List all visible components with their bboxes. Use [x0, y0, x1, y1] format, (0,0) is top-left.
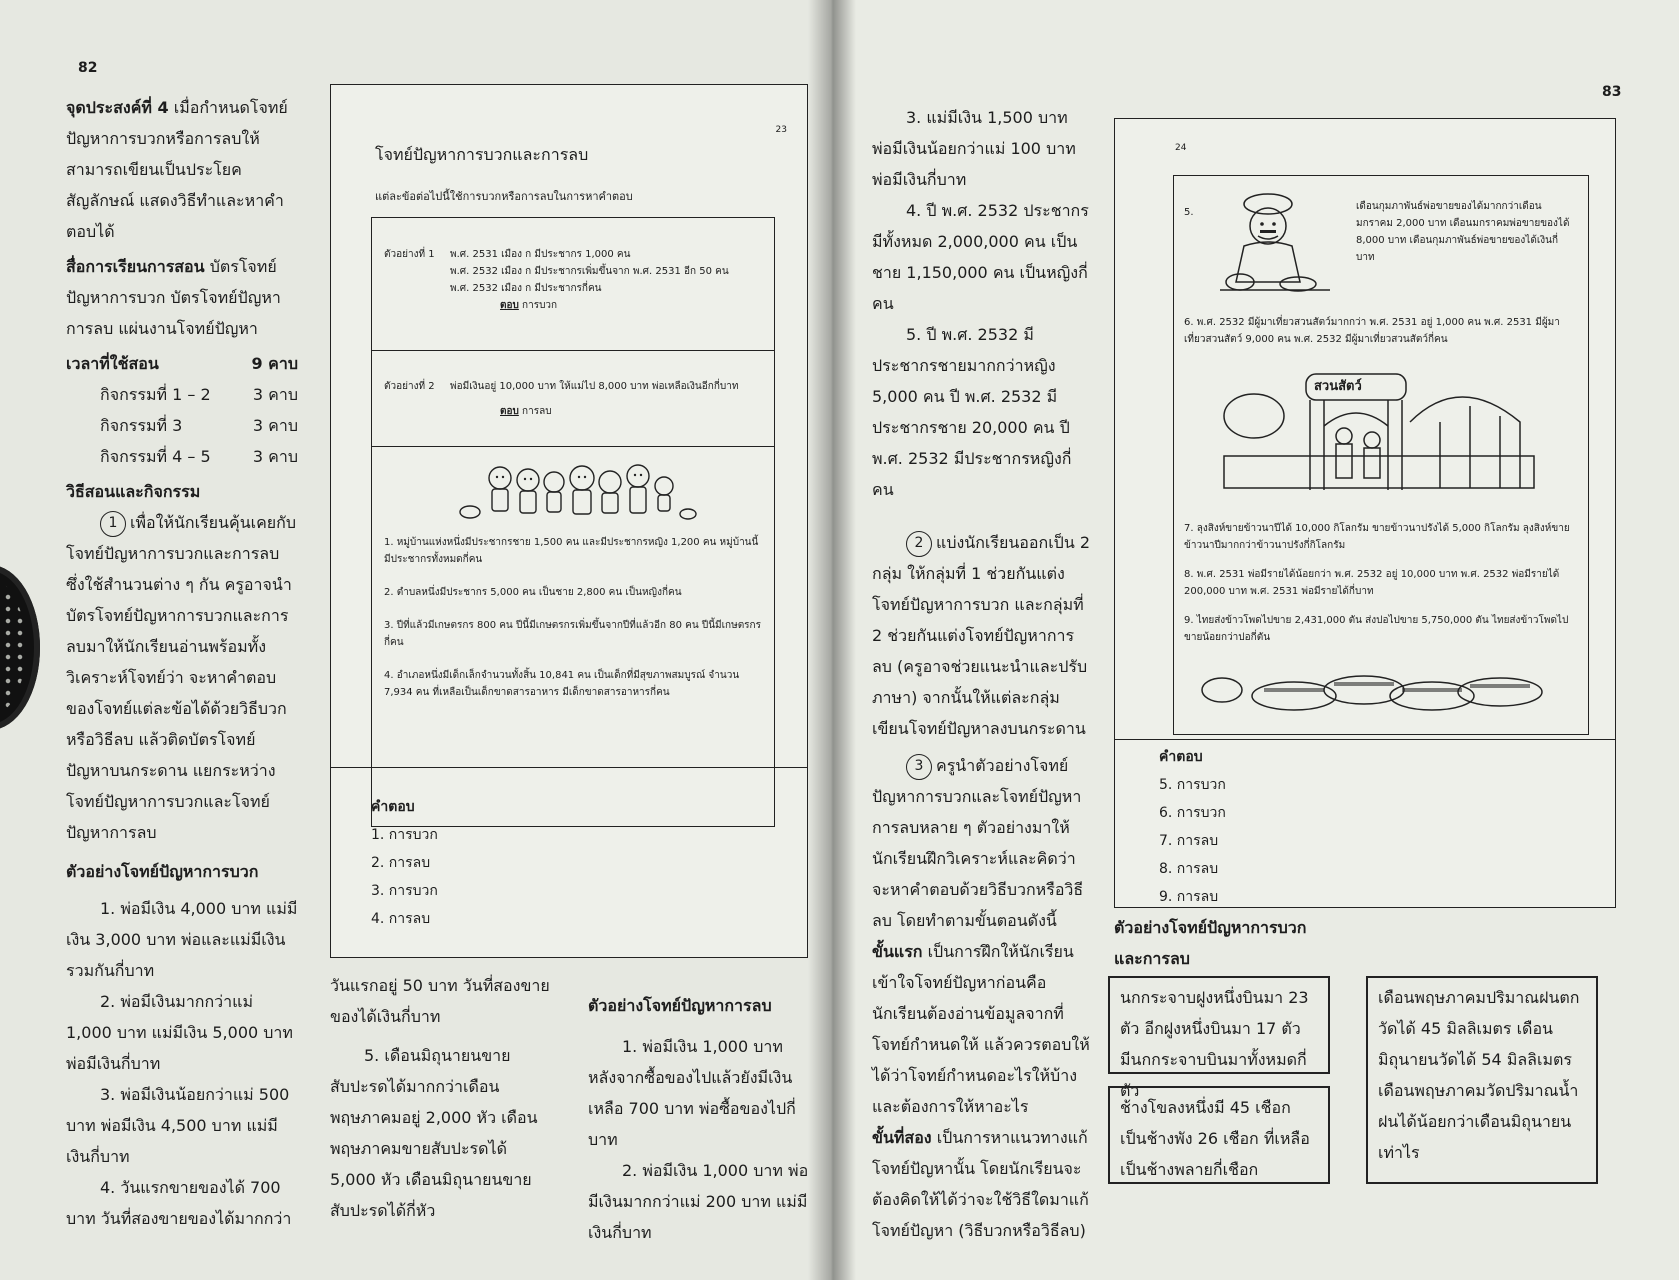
problem-8: 8. พ.ศ. 2531 พ่อมีรายได้น้อยกว่า พ.ศ. 2532 อยู่ 10,000 บาท พ.ศ. 2532 พ่อมีรายได้ 200,000 บาท พ.ศ. 2531 พ่อมีรายได้กี่บาท — [1184, 569, 1560, 597]
page-number-left: 82 — [78, 60, 98, 76]
time-total: 9 คาบ — [251, 354, 298, 373]
vendor-illustration — [1210, 190, 1340, 300]
worksheet-answers — [1159, 743, 1226, 911]
time-row — [66, 348, 298, 379]
step-number-circle: 1 — [100, 511, 126, 537]
problem-9: 9. ไทยส่งข้าวโพดไปขาย 2,431,000 ตัน ส่งปอไปขาย 5,750,000 ตัน ไทยส่งข้าวโพดไปขายน้อยกว่าปอกี่ตัน — [1184, 615, 1569, 643]
left-page — [0, 0, 832, 1280]
problem-item: 4. ปี พ.ศ. 2532 ประชากรมีทั้งหมด 2,000,000 คน เป็นชาย 1,150,000 คน เป็นหญิงกี่คน — [872, 201, 1089, 313]
example-1-label: ตัวอย่างที่ 1 — [384, 249, 435, 260]
activity-row — [66, 410, 298, 441]
answer-label: ตอบ — [500, 406, 519, 417]
worksheet-title: โจทย์ปัญหาการบวกและการลบ — [375, 145, 589, 164]
corn-illustration — [1194, 660, 1564, 722]
method-heading: วิธีสอนและกิจกรรม — [66, 482, 201, 501]
first-stage-text: เป็นการฝึกให้นักเรียนเข้าใจโจทย์ปัญหาก่อนคือ นักเรียนต้องอ่านข้อมูลจากที่โจทย์กำหนดให้ แล้วควรตอบให้ได้ว่าโจทย์กำหนดอะไรให้บ้าง และต้องการให้หาอะไร — [872, 942, 1090, 1116]
second-stage-label: ขั้นที่สอง — [872, 1128, 932, 1147]
subtraction-example: 2. พ่อมีเงิน 1,000 บาท พ่อมีเงินมากกว่าแม่ 200 บาท แม่มีเงินกี่บาท — [588, 1161, 809, 1242]
worksheet-answers — [371, 793, 438, 933]
step-3 — [872, 750, 1090, 936]
example-2 — [450, 378, 768, 420]
examples-heading — [1114, 912, 1374, 974]
step-number-circle: 2 — [906, 531, 932, 557]
worksheet-inner-box — [1173, 175, 1589, 735]
answer-item: 6. การบวก — [1159, 805, 1226, 821]
example-line: พ.ศ. 2532 เมือง ก มีประชากรกี่คน — [450, 283, 602, 294]
addition-example: 2. พ่อมีเงินมากกว่าแม่ 1,000 บาท แม่มีเงิน 5,000 บาท พ่อมีเงินกี่บาท — [66, 992, 293, 1073]
examples-heading-line: ตัวอย่างโจทย์ปัญหาการบวก — [1114, 918, 1307, 937]
objective-label: จุดประสงค์ที่ 4 — [66, 98, 169, 117]
answer-value: การลบ — [522, 406, 552, 417]
middle-column — [330, 970, 552, 1226]
worksheet-24 — [1114, 118, 1616, 908]
zoo-illustration — [1214, 366, 1544, 496]
activity-label: กิจกรรมที่ 3 — [100, 416, 183, 435]
time-label: เวลาที่ใช้สอน — [66, 354, 159, 373]
answer-item: 2. การลบ — [371, 855, 431, 871]
answers-label: คำตอบ — [1159, 749, 1203, 765]
problem-item: 2. ตำบลหนึ่งมีประชากร 5,000 คน เป็นชาย 2,800 คน เป็นหญิงกี่คน — [384, 587, 682, 598]
activity-row — [66, 441, 298, 472]
text-column — [872, 102, 1090, 1246]
problem-6: 6. พ.ศ. 2532 มีผู้มาเที่ยวสวนสัตว์มากกว่า พ.ศ. 2531 อยู่ 1,000 คน พ.ศ. 2531 มีผู้มาเที่ยวสวนสัตว์ 9,000 คน พ.ศ. 2532 มีผู้มาเที่ยวสวนสัตว์กี่คน — [1184, 317, 1560, 345]
answer-item: 8. การลบ — [1159, 861, 1219, 877]
problem-list — [384, 534, 764, 701]
activity-value: 3 คาบ — [252, 416, 298, 435]
step-1 — [66, 507, 298, 848]
divider — [372, 446, 774, 447]
divider — [372, 350, 774, 351]
book-gutter — [808, 0, 856, 1280]
addition-example: 1. พ่อมีเงิน 4,000 บาท แม่มีเงิน 3,000 บาท พ่อและแม่มีเงินรวมกันกี่บาท — [66, 899, 298, 980]
answer-item: 5. การบวก — [1159, 777, 1226, 793]
worksheet-page-number: 24 — [1175, 143, 1187, 153]
step-2 — [872, 527, 1090, 744]
example-line: พ.ศ. 2532 เมือง ก มีประชากรเพิ่มขึ้นจาก พ.ศ. 2531 อีก 50 คน — [450, 266, 729, 277]
media — [66, 251, 298, 344]
objective — [66, 92, 298, 247]
example-line: พ.ศ. 2531 เมือง ก มีประชากร 1,000 คน — [450, 249, 631, 260]
answer-item: 9. การลบ — [1159, 889, 1219, 905]
answer-item: 7. การลบ — [1159, 833, 1219, 849]
answer-value: การบวก — [522, 300, 558, 311]
example-2-label: ตัวอย่างที่ 2 — [384, 381, 435, 392]
addition-heading: ตัวอย่างโจทย์ปัญหาการบวก — [66, 862, 259, 881]
problem-number: 5. — [1184, 207, 1194, 218]
objective-text: เมื่อกำหนดโจทย์ปัญหาการบวกหรือการลบให้สามารถเขียนเป็นประโยคสัญลักษณ์ แสดงวิธีทำและหาคำตอบได้ — [66, 98, 288, 241]
activity-label: กิจกรรมที่ 1 – 2 — [100, 385, 211, 404]
problem-card: ช้างโขลงหนึ่งมี 45 เชือก เป็นช้างพัง 26 เชือก ที่เหลือเป็นช้างพลายกี่เชือก — [1108, 1086, 1330, 1184]
media-label: สื่อการเรียนการสอน — [66, 257, 205, 276]
step-1-text: เพื่อให้นักเรียนคุ้นเคยกับโจทย์ปัญหาการบวกและการลบ ซึ่งใช้สำนวนต่าง ๆ กัน ครูอาจนำบัตรโจทย์ปัญหาการบวกและการลบมาให้นักเรียนอ่านพร้อมทั้งวิเคราะห์โจทย์ว่า จะหาคำตอบของโจทย์แต่ละข้อได้ด้วยวิธีบวกหรือวิธีลบ แล้วติดบัตรโจทย์ปัญหาบนกระดาน แยกระหว่างโจทย์ปัญหาการบวกและโจทย์ปัญหาการลบ — [66, 513, 297, 842]
step-number-circle: 3 — [906, 754, 932, 780]
problem-item: 3. ปีที่แล้วมีเกษตรกร 800 คน ปีนี้มีเกษตรกรเพิ่มขึ้นจากปีที่แล้วอีก 80 คน ปีนี้มีเกษตรกรกี่คน — [384, 620, 761, 648]
problem-item: 4. อำเภอหนึ่งมีเด็กเล็กจำนวนทั้งสิ้น 10,841 คน เป็นเด็กที่มีสุขภาพสมบูรณ์ จำนวน 7,934 คน ที่เหลือเป็นเด็กขาดสารอาหาร มีเด็กขาดสารอาหารกี่คน — [384, 670, 740, 698]
answers-label: คำตอบ — [371, 799, 415, 815]
media-text: บัตรโจทย์ปัญหาการบวก บัตรโจทย์ปัญหาการลบ แผ่นงานโจทย์ปัญหา — [66, 257, 281, 338]
addition-example: 3. พ่อมีเงินน้อยกว่าแม่ 500 บาท พ่อมีเงิน 4,500 บาท แม่มีเงินกี่บาท — [66, 1085, 290, 1166]
divider — [1115, 739, 1615, 740]
problem-5-text: เดือนกุมภาพันธ์พ่อขายของได้มากกว่าเดือนมกราคม 2,000 บาท เดือนมกราคมพ่อขายของได้ 8,000 บาท เดือนกุมภาพันธ์พ่อขายของได้เงินกี่บาท — [1356, 201, 1570, 263]
example-1-lines — [450, 246, 768, 314]
worksheet-instruction: แต่ละข้อต่อไปนี้ใช้การบวกหรือการลบในการหาคำตอบ — [375, 190, 633, 203]
right-column — [588, 990, 810, 1248]
addition-example: 5. เดือนมิถุนายนขายสับปะรดได้มากกว่าเดือนพฤษภาคมอยู่ 2,000 หัว เดือนพฤษภาคมขายสับปะรดได้ 5,000 หัว เดือนมิถุนายนขายสับปะรดได้กี่หัว — [330, 1046, 538, 1220]
second-stage-text: เป็นการหาแนวทางแก้โจทย์ปัญหานั้น โดยนักเรียนจะต้องคิดให้ได้ว่าจะใช้วิธีใดมาแก้โจทย์ปัญหา (วิธีบวกหรือวิธีลบ) — [872, 1128, 1089, 1240]
left-column — [66, 92, 298, 1234]
binder-hole — [0, 565, 40, 730]
page-number-right: 83 — [1602, 84, 1622, 100]
problem-item: 5. ปี พ.ศ. 2532 มีประชากรชายมากกว่าหญิง 5,000 คน ปี พ.ศ. 2532 มีประชากรชาย 20,000 คน ปี พ.ศ. 2532 มีประชากรหญิงกี่คน — [872, 325, 1072, 499]
zoo-sign-text: สวนสัตว์ — [1314, 379, 1362, 394]
worksheet-23 — [330, 84, 808, 958]
second-stage — [872, 1122, 1090, 1246]
step-3-text: ครูนำตัวอย่างโจทย์ปัญหาการบวกและโจทย์ปัญหาการลบหลาย ๆ ตัวอย่างมาให้นักเรียนฝึกวิเคราะห์และคิดว่าจะหาคำตอบด้วยวิธีบวกหรือวิธีลบ โดยทำตามขั้นตอนดังนี้ — [872, 756, 1084, 930]
subtraction-heading: ตัวอย่างโจทย์ปัญหาการลบ — [588, 996, 772, 1015]
activity-row — [66, 379, 298, 410]
answer-item: 4. การลบ — [371, 911, 431, 927]
activity-value: 3 คาบ — [252, 447, 298, 466]
problem-item: 1. หมู่บ้านแห่งหนึ่งมีประชากรชาย 1,500 คน และมีประชากรหญิง 1,200 คน หมู่บ้านนี้มีประชากรทั้งหมดกี่คน — [384, 537, 759, 565]
children-illustration — [458, 456, 698, 526]
first-stage — [872, 936, 1090, 1122]
addition-example: 4. วันแรกขายของได้ 700 บาท วันที่สองขายของได้มากกว่า — [66, 1178, 292, 1228]
continuation-text: วันแรกอยู่ 50 บาท วันที่สองขายของได้เงินกี่บาท — [330, 976, 550, 1026]
worksheet-page-number: 23 — [775, 125, 787, 135]
activity-label: กิจกรรมที่ 4 – 5 — [100, 447, 211, 466]
first-stage-label: ขั้นแรก — [872, 942, 923, 961]
answer-label: ตอบ — [500, 300, 519, 311]
activity-value: 3 คาบ — [252, 385, 298, 404]
example-line: พ่อมีเงินอยู่ 10,000 บาท ให้แม่ไป 8,000 บาท พ่อเหลือเงินอีกกี่บาท — [450, 381, 739, 392]
answer-item: 3. การบวก — [371, 883, 438, 899]
worksheet-inner-box — [371, 217, 775, 827]
problem-7: 7. ลุงสิงห์ขายข้าวนาปีได้ 10,000 กิโลกรัม ขายข้าวนาปรังได้ 5,000 กิโลกรัม ลุงสิงห์ขายข้าวนาปีมากกว่าข้าวนาปรังกี่กิโลกรัม — [1184, 523, 1570, 551]
divider — [331, 767, 807, 768]
right-page — [832, 0, 1679, 1280]
problem-card: เดือนพฤษภาคมปริมาณฝนตกวัดได้ 45 มิลลิเมตร เดือนมิถุนายนวัดได้ 54 มิลลิเมตร เดือนพฤษภาคมวัดปริมาณน้ำฝนได้น้อยกว่าเดือนมิถุนายนเท่าไร — [1366, 976, 1598, 1184]
problem-card: นกกระจาบฝูงหนึ่งบินมา 23 ตัว อีกฝูงหนึ่งบินมา 17 ตัว มีนกกระจาบบินมาทั้งหมดกี่ตัว — [1108, 976, 1330, 1074]
problem-item: 3. แม่มีเงิน 1,500 บาท พ่อมีเงินน้อยกว่าแม่ 100 บาท พ่อมีเงินกี่บาท — [872, 108, 1076, 189]
examples-heading-line: และการลบ — [1114, 949, 1190, 968]
step-2-text: แบ่งนักเรียนออกเป็น 2 กลุ่ม ให้กลุ่มที่ 1 ช่วยกันแต่งโจทย์ปัญหาการบวก และกลุ่มที่ 2 ช่วยกันแต่งโจทย์ปัญหาการลบ (ครูอาจช่วยแนะนำและปรับภาษา) จากนั้นให้แต่ละกลุ่มเขียนโจทย์ปัญหาลงบนกระดาน — [872, 533, 1091, 738]
subtraction-example: 1. พ่อมีเงิน 1,000 บาท หลังจากซื้อของไปแล้วยังมีเงินเหลือ 700 บาท พ่อซื้อของไปกี่บาท — [588, 1037, 796, 1149]
answer-item: 1. การบวก — [371, 827, 438, 843]
